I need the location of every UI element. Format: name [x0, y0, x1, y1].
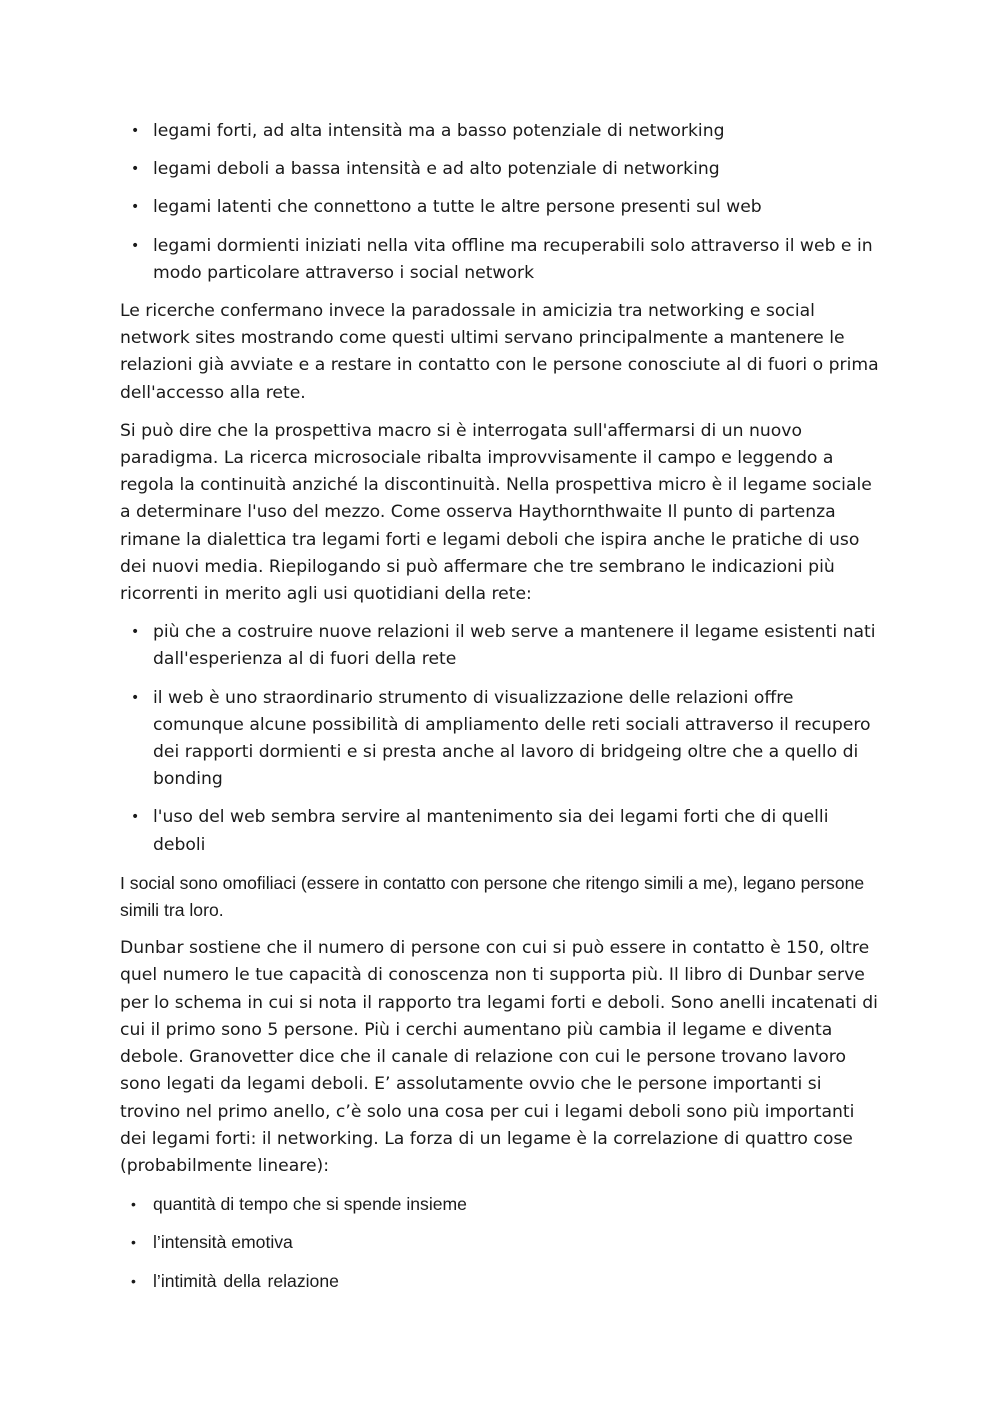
bullet-icon: •: [131, 123, 140, 139]
list-item: [120, 156, 880, 183]
list-item-text: l’intensità emotiva: [153, 1232, 293, 1253]
list-item: [120, 233, 880, 287]
bullet-icon: •: [131, 1196, 136, 1213]
paragraph: I social sono omofiliaci (essere in contatto con persone che ritengo simili a me), legano persone simili tra loro.: [120, 872, 865, 921]
list-item: [120, 1229, 880, 1256]
document-body: [120, 118, 880, 1306]
list-item: [120, 685, 880, 794]
bullet-icon: •: [131, 199, 140, 216]
bullet-icon: •: [131, 809, 140, 826]
bullet-list-forza-legame: [120, 1191, 880, 1295]
paragraph: Le ricerche confermano invece la paradossale in amicizia tra networking e social network sites mostrando come questi ultimi servano principalmente a mantenere le relazioni già avviate e a restare in contatto con le persone conosciute al di fuori o prima dell'accesso alla rete.: [120, 301, 879, 403]
list-item-text: l’intimità della relazione: [153, 1270, 339, 1291]
bullet-icon: •: [131, 161, 140, 178]
list-item: [120, 804, 880, 858]
list-item: [120, 1268, 880, 1295]
paragraph: Si può dire che la prospettiva macro si è interrogata sull'affermarsi di un nuovo paradigma. La ricerca microsociale ribalta improvvisamente il campo e leggendo a regola la continuità anziché la discontinuità. Nella prospettiva micro è il legame sociale a determinare l'uso del mezzo. Come osserva Haythornthwaite Il punto di partenza rimane la dialettica tra legami forti e legami deboli che ispira anche le pratiche di uso dei nuovi media. Riepilogando si può affermare che tre sembrano le indicazioni più ricorrenti in merito agli usi quotidiani della rete:: [120, 420, 872, 605]
list-item-text: il web è uno straordinario strumento di visualizzazione delle relazioni offre comunque alcune possibilità di ampliamento delle reti sociali attraverso il recupero dei rapporti dormienti e si presta anche al lavoro di bridgeing oltre che a quello di bonding: [153, 687, 871, 790]
list-item-text: legami dormienti iniziati nella vita offline ma recuperabili solo attraverso il web e in modo particolare attraverso i social network: [153, 235, 873, 283]
bullet-icon: •: [131, 1234, 136, 1251]
bullet-icon: •: [131, 237, 140, 254]
list-item: [120, 619, 880, 673]
list-item-text: quantità di tempo che si spende insieme: [153, 1194, 467, 1215]
list-item-text: legami latenti che connettono a tutte le altre persone presenti sul web: [153, 197, 762, 218]
list-item-text: l'uso del web sembra servire al mantenimento sia dei legami forti che di quelli deboli: [153, 807, 829, 855]
list-item-text: più che a costruire nuove relazioni il web serve a mantenere il legame esistenti nati dall'esperienza al di fuori della rete: [153, 622, 876, 670]
list-item: [120, 194, 880, 221]
bullet-icon: •: [131, 1272, 136, 1289]
bullet-icon: •: [131, 689, 140, 706]
list-item: [120, 118, 880, 145]
list-item-text: legami deboli a bassa intensità e ad alto potenziale di networking: [153, 159, 720, 180]
list-item-text: legami forti, ad alta intensità ma a basso potenziale di networking: [153, 121, 725, 141]
list-item: [120, 1191, 880, 1218]
bullet-list-usi-rete: [120, 619, 880, 859]
bullet-icon: •: [131, 624, 140, 641]
bullet-list-legami: [120, 118, 880, 287]
paragraph: Dunbar sostiene che il numero di persone con cui si può essere in contatto è 150, oltre quel numero le tue capacità di conoscenza non ti supporta più. Il libro di Dunbar serve per lo schema in cui si nota il rapporto tra legami forti e deboli. Sono anelli incatenati di cui il primo sono 5 persone. Più i cerchi aumentano più cambia il legame e diventa debole. Granovetter dice che il canale di relazione con cui le persone trovano lavoro sono legati da legami deboli. E’ assolutamente ovvio che le persone importanti si trovino nel primo anello, c’è solo una cosa per cui i legami deboli sono più importanti dei legami forti: il networking. La forza di un legame è la correlazione di quattro cose (probabilmente lineare):: [120, 938, 878, 1176]
